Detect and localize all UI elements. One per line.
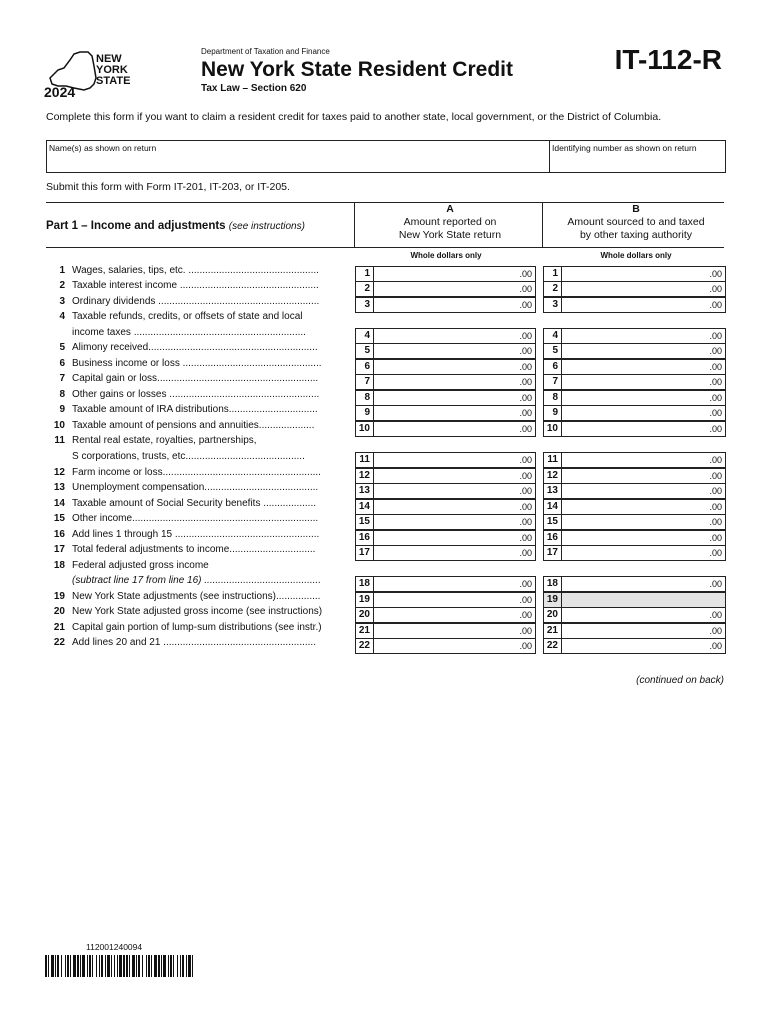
field-line-number: 13 <box>544 484 562 498</box>
barcode-bar <box>186 955 187 977</box>
field-line-number: 21 <box>356 624 374 638</box>
line-description: Capital gain or loss.......................................................... <box>72 373 319 384</box>
line-1-column-b-field[interactable] <box>543 266 726 282</box>
barcode-bar <box>65 955 66 977</box>
line-16-column-a-field[interactable] <box>355 530 536 546</box>
line-description: New York State adjusted gross income (see instructions) <box>72 606 323 617</box>
field-line-number: 11 <box>544 453 562 467</box>
line-15-column-a-field[interactable] <box>355 514 536 530</box>
field-line-number: 6 <box>356 360 374 374</box>
line-description: Taxable refunds, credits, or offsets of state and local <box>72 311 303 322</box>
barcode-bar <box>87 955 88 977</box>
logo-text-line: NEW <box>96 53 122 65</box>
field-line-number: 6 <box>544 360 562 374</box>
field-line-number: 22 <box>356 639 374 653</box>
name-id-box <box>46 140 726 173</box>
field-line-number: 4 <box>356 329 374 343</box>
line-12-column-a-field[interactable] <box>355 468 536 484</box>
field-cents: .00 <box>519 346 532 356</box>
field-cents: .00 <box>709 269 722 279</box>
line-description: Unemployment compensation......................................... <box>72 482 319 493</box>
names-field-label: Name(s) as shown on return <box>49 143 157 153</box>
field-line-number: 21 <box>544 624 562 638</box>
logo-text-line: STATE <box>96 75 131 87</box>
field-line-number: 15 <box>544 515 562 529</box>
field-cents: .00 <box>709 362 722 372</box>
field-line-number: 17 <box>544 546 562 560</box>
line-15-column-b-field[interactable] <box>543 514 726 530</box>
field-line-number: 2 <box>356 282 374 296</box>
field-line-number: 1 <box>356 267 374 281</box>
field-cents: .00 <box>709 284 722 294</box>
barcode-bar <box>92 955 93 977</box>
barcode-bar <box>57 955 59 977</box>
barcode-bar <box>163 955 166 977</box>
field-line-number: 8 <box>544 391 562 405</box>
field-line-number: 22 <box>544 639 562 653</box>
line-8-column-b-field[interactable] <box>543 390 726 406</box>
field-line-number: 18 <box>356 577 374 591</box>
line-description: New York State adjustments (see instructions)................ <box>72 591 321 602</box>
line-2-column-a-field[interactable] <box>355 281 536 297</box>
barcode-bar <box>114 955 115 977</box>
field-cents: .00 <box>519 300 532 310</box>
field-cents: .00 <box>519 331 532 341</box>
column-a-whole-dollars: Whole dollars only <box>410 251 482 260</box>
barcode-bar <box>99 955 100 977</box>
field-cents: .00 <box>519 424 532 434</box>
field-cents: .00 <box>519 641 532 651</box>
barcode-bar <box>188 955 191 977</box>
barcode-bar <box>192 955 193 977</box>
department-name: Department of Taxation and Finance <box>201 47 330 56</box>
barcode-bar <box>70 955 71 977</box>
field-cents: .00 <box>519 533 532 543</box>
column-b-desc-line1: Amount sourced to and taxed <box>567 216 705 228</box>
barcode-bar <box>123 955 125 977</box>
part1-heading <box>46 220 305 232</box>
line-3-column-b-field[interactable] <box>543 297 726 313</box>
barcode-bar <box>129 955 130 977</box>
field-line-number: 12 <box>544 469 562 483</box>
field-cents: .00 <box>519 471 532 481</box>
barcode-bar <box>177 955 178 977</box>
line-description: Add lines 1 through 15 .................................................... <box>72 529 320 540</box>
line-16-column-b-field[interactable] <box>543 530 726 546</box>
line-number: 14 <box>53 498 65 509</box>
barcode-bar <box>89 955 91 977</box>
field-cents: .00 <box>709 300 722 310</box>
barcode-bar <box>61 955 62 977</box>
line-10-column-a-field[interactable] <box>355 421 536 437</box>
barcode-bar <box>161 955 162 977</box>
line-11-column-a-field[interactable] <box>355 452 536 468</box>
field-line-number: 16 <box>356 531 374 545</box>
field-cents: .00 <box>709 486 722 496</box>
line-6-column-b-field[interactable] <box>543 359 726 375</box>
field-line-number: 9 <box>356 406 374 420</box>
barcode-number: 112001240094 <box>86 942 143 952</box>
barcode-bar <box>136 955 137 977</box>
line-number: 22 <box>53 637 65 648</box>
line-description: Taxable amount of Social Security benefits ................... <box>72 498 317 509</box>
id-field-label: Identifying number as shown on return <box>552 143 697 153</box>
line-description: Taxable amount of pensions and annuities.................... <box>72 420 315 431</box>
field-cents: .00 <box>519 626 532 636</box>
field-cents: .00 <box>519 548 532 558</box>
line-14-column-a-field[interactable] <box>355 499 536 515</box>
field-cents: .00 <box>709 331 722 341</box>
field-line-number: 4 <box>544 329 562 343</box>
submit-instruction: Submit this form with Form IT-201, IT-203, or IT-205. <box>46 181 290 193</box>
line-number: 7 <box>59 373 65 384</box>
line-9-column-b-field[interactable] <box>543 405 726 421</box>
line-description: S corporations, trusts, etc........................................... <box>72 451 305 462</box>
barcode-bar <box>173 955 174 977</box>
column-b-header <box>546 203 726 242</box>
barcode-bar <box>151 955 152 977</box>
field-cents: .00 <box>519 517 532 527</box>
line-5-column-a-field[interactable] <box>355 343 536 359</box>
line-8-column-a-field[interactable] <box>355 390 536 406</box>
barcode-bar <box>168 955 169 977</box>
line-description: Other gains or losses ...................................................... <box>72 389 320 400</box>
part1-heading-note: (see instructions) <box>228 221 305 232</box>
line-22-column-b-field[interactable] <box>543 638 726 654</box>
line-21-column-a-field[interactable] <box>355 623 536 639</box>
barcode-bar <box>51 955 54 977</box>
line-number: 1 <box>59 265 65 276</box>
field-cents: .00 <box>709 408 722 418</box>
line-17-column-a-field[interactable] <box>355 545 536 561</box>
line-9-column-a-field[interactable] <box>355 405 536 421</box>
line-number: 16 <box>53 529 65 540</box>
barcode-bar <box>45 955 47 977</box>
field-line-number: 8 <box>356 391 374 405</box>
field-line-number: 7 <box>544 375 562 389</box>
line-description: Taxable amount of IRA distributions................................ <box>72 404 318 415</box>
field-line-number: 11 <box>356 453 374 467</box>
field-line-number: 14 <box>356 500 374 514</box>
column-a-header <box>360 203 540 242</box>
line-number: 12 <box>53 467 65 478</box>
field-cents: .00 <box>519 408 532 418</box>
field-line-number: 20 <box>356 608 374 622</box>
field-cents: .00 <box>519 486 532 496</box>
line-6-column-a-field[interactable] <box>355 359 536 375</box>
barcode-bar <box>132 955 135 977</box>
line-number: 21 <box>53 622 65 633</box>
field-line-number: 7 <box>356 375 374 389</box>
line-description: Total federal adjustments to income............................... <box>72 544 316 555</box>
part-header-bottom-rule <box>46 247 724 248</box>
line-number: 6 <box>59 358 65 369</box>
barcode-bar <box>146 955 147 977</box>
line-5-column-b-field[interactable] <box>543 343 726 359</box>
barcode-bar <box>107 955 110 977</box>
field-cents: .00 <box>709 346 722 356</box>
line-20-column-b-field[interactable] <box>543 607 726 623</box>
column-a-desc-line1: Amount reported on <box>403 216 497 228</box>
id-number-field[interactable] <box>551 153 723 171</box>
line-number: 11 <box>54 435 65 446</box>
barcode-bar <box>154 955 157 977</box>
barcode-bar <box>170 955 172 977</box>
line-19-column-a-field[interactable] <box>355 592 536 608</box>
field-line-number: 5 <box>356 344 374 358</box>
line-11-column-b-field[interactable] <box>543 452 726 468</box>
line-description: Add lines 20 and 21 ....................................................... <box>72 637 316 648</box>
field-line-number: 12 <box>356 469 374 483</box>
field-cents: .00 <box>709 548 722 558</box>
line-description: income taxes .............................................................. <box>72 327 306 338</box>
field-cents: .00 <box>709 377 722 387</box>
line-number: 20 <box>53 606 65 617</box>
line-17-column-b-field[interactable] <box>543 545 726 561</box>
field-line-number: 18 <box>544 577 562 591</box>
field-line-number: 19 <box>356 593 374 607</box>
line-1-column-a-field[interactable] <box>355 266 536 282</box>
field-line-number: 14 <box>544 500 562 514</box>
field-line-number: 17 <box>356 546 374 560</box>
field-line-number: 20 <box>544 608 562 622</box>
field-cents: .00 <box>519 595 532 605</box>
field-line-number: 15 <box>356 515 374 529</box>
line-19-column-b-field <box>543 592 726 608</box>
field-line-number: 13 <box>356 484 374 498</box>
barcode-bar <box>117 955 118 977</box>
barcode-bar <box>67 955 69 977</box>
barcode-bar <box>82 955 85 977</box>
line-4-column-b-field[interactable] <box>543 328 726 344</box>
barcode-bar <box>180 955 181 977</box>
field-line-number: 3 <box>544 298 562 312</box>
line-14-column-b-field[interactable] <box>543 499 726 515</box>
column-a-desc-line2: New York State return <box>398 229 502 241</box>
line-21-column-b-field[interactable] <box>543 623 726 639</box>
barcode-bar <box>73 955 76 977</box>
line-number: 2 <box>59 280 65 291</box>
line-number: 13 <box>53 482 65 493</box>
column-b-letter: B <box>632 203 640 215</box>
line-22-column-a-field[interactable] <box>355 638 536 654</box>
field-line-number: 5 <box>544 344 562 358</box>
barcode-bar <box>142 955 143 977</box>
barcode-bar <box>105 955 106 977</box>
line-12-column-b-field[interactable] <box>543 468 726 484</box>
line-7-column-a-field[interactable] <box>355 374 536 390</box>
column-a-letter: A <box>446 203 454 215</box>
field-cents: .00 <box>519 502 532 512</box>
barcode-bar <box>182 955 184 977</box>
line-number: 17 <box>53 544 65 555</box>
field-line-number: 2 <box>544 282 562 296</box>
tax-year: 2024 <box>44 84 76 100</box>
barcode-bar <box>101 955 103 977</box>
field-cents: .00 <box>519 455 532 465</box>
field-line-number: 1 <box>544 267 562 281</box>
field-cents: .00 <box>709 641 722 651</box>
field-line-number: 3 <box>356 298 374 312</box>
field-cents: .00 <box>709 533 722 543</box>
line-18-column-b-field[interactable] <box>543 576 726 592</box>
line-10-column-b-field[interactable] <box>543 421 726 437</box>
logo-text-line: YORK <box>96 64 128 76</box>
line-3-column-a-field[interactable] <box>355 297 536 313</box>
field-cents: .00 <box>709 393 722 403</box>
line-number: 4 <box>59 311 65 322</box>
barcode-bar <box>119 955 122 977</box>
field-cents: .00 <box>519 362 532 372</box>
line-description: Other income................................................................... <box>72 513 319 524</box>
field-cents: .00 <box>709 517 722 527</box>
part1-title: Part 1 – Income and adjustments <box>46 220 226 232</box>
field-cents: .00 <box>709 471 722 481</box>
line-2-column-b-field[interactable] <box>543 281 726 297</box>
barcode-bar <box>77 955 79 977</box>
line-description: Alimony received............................................................. <box>72 342 318 353</box>
field-cents: .00 <box>709 424 722 434</box>
barcode-bar <box>96 955 97 977</box>
line-number: 5 <box>59 342 65 353</box>
barcode-bar <box>126 955 128 977</box>
form-title: New York State Resident Credit <box>201 58 513 81</box>
field-cents: .00 <box>519 610 532 620</box>
barcode <box>45 955 195 977</box>
field-line-number: 9 <box>544 406 562 420</box>
names-field[interactable] <box>47 153 547 171</box>
field-line-number: 19 <box>544 593 562 607</box>
line-number: 10 <box>53 420 65 431</box>
barcode-bar <box>148 955 150 977</box>
field-cents: .00 <box>519 377 532 387</box>
line-description: Wages, salaries, tips, etc. ............................................... <box>72 265 319 276</box>
column-b-desc-line2: by other taxing authority <box>579 229 693 241</box>
line-description: Taxable interest income .................................................. <box>72 280 319 291</box>
line-number: 8 <box>59 389 65 400</box>
form-subtitle: Tax Law – Section 620 <box>201 83 307 94</box>
line-13-column-a-field[interactable] <box>355 483 536 499</box>
continued-note: (continued on back) <box>636 675 724 686</box>
field-cents: .00 <box>519 284 532 294</box>
barcode-bar <box>111 955 112 977</box>
line-4-column-a-field[interactable] <box>355 328 536 344</box>
line-20-column-a-field[interactable] <box>355 607 536 623</box>
field-line-number: 10 <box>356 422 374 436</box>
line-13-column-b-field[interactable] <box>543 483 726 499</box>
line-description: Farm income or loss......................................................... <box>72 467 321 478</box>
barcode-bar <box>55 955 56 977</box>
field-cents: .00 <box>519 393 532 403</box>
barcode-bar <box>138 955 140 977</box>
field-line-number: 10 <box>544 422 562 436</box>
column-b-whole-dollars: Whole dollars only <box>600 251 672 260</box>
field-cents: .00 <box>519 269 532 279</box>
field-cents: .00 <box>709 502 722 512</box>
field-cents: .00 <box>519 579 532 589</box>
line-7-column-b-field[interactable] <box>543 374 726 390</box>
line-number: 19 <box>53 591 65 602</box>
line-description: (subtract line 17 from line 16) .......................................... <box>72 575 321 586</box>
line-number: 9 <box>59 404 65 415</box>
line-number: 18 <box>53 560 65 571</box>
barcode-bar <box>48 955 49 977</box>
line-description: Capital gain portion of lump-sum distributions (see instr.) <box>72 622 322 633</box>
field-cents: .00 <box>709 455 722 465</box>
field-cents: .00 <box>709 626 722 636</box>
intro-text: Complete this form if you want to claim a resident credit for taxes paid to another state, local government, or the District of Columbia. <box>46 111 662 123</box>
name-box-divider <box>549 141 550 172</box>
line-18-column-a-field[interactable] <box>355 576 536 592</box>
ny-state-logo <box>44 48 134 100</box>
barcode-bar <box>158 955 160 977</box>
line-number: 15 <box>53 513 65 524</box>
barcode-bar <box>80 955 81 977</box>
field-line-number: 16 <box>544 531 562 545</box>
field-cents: .00 <box>709 610 722 620</box>
line-description: Federal adjusted gross income <box>72 560 209 571</box>
field-cents: .00 <box>709 579 722 589</box>
form-id: IT-112-R <box>614 44 722 75</box>
line-description: Rental real estate, royalties, partnerships, <box>72 435 257 446</box>
line-number: 3 <box>59 296 65 307</box>
line-description: Business income or loss .................................................. <box>72 358 322 369</box>
line-description: Ordinary dividends .......................................................... <box>72 296 320 307</box>
